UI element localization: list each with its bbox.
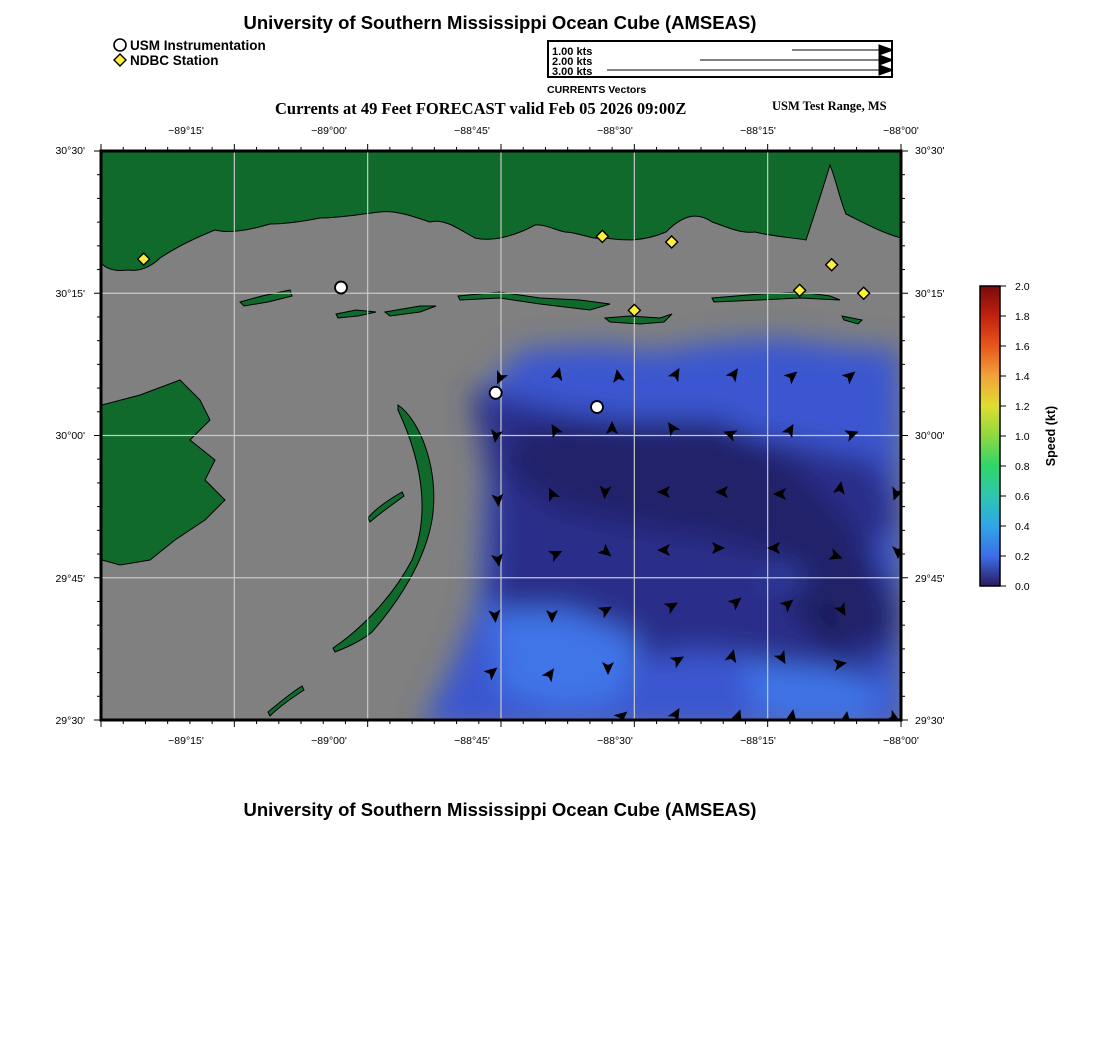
usm-instrument-marker — [335, 282, 347, 294]
colorbar-tick-label: 0.8 — [1015, 461, 1030, 473]
legend-usm-label: USM Instrumentation — [130, 38, 266, 53]
lat-label-left-2: 30°15' — [55, 288, 85, 300]
colorbar-tick-label: 0.6 — [1015, 491, 1030, 503]
lon-label-bottom-2: −89°00' — [311, 735, 347, 747]
lon-label-top-4: −88°30' — [597, 125, 633, 137]
lon-label-top-1: −89°15' — [168, 125, 204, 137]
lon-label-top-5: −88°15' — [740, 125, 776, 137]
map-plot-area — [101, 151, 905, 730]
lat-label-right-5: 29°30' — [915, 715, 945, 727]
speed-colorbar — [980, 281, 1058, 593]
usm-instrument-marker — [490, 387, 502, 399]
colorbar-tick-label: 2.0 — [1015, 281, 1030, 293]
colorbar-ticks — [1000, 286, 1006, 586]
colorbar-tick-label: 1.8 — [1015, 311, 1030, 323]
colorbar-gradient — [980, 286, 1000, 586]
vector-key-label-1: 1.00 kts — [552, 46, 593, 58]
lon-label-bottom-1: −89°15' — [168, 735, 204, 747]
figure-title-bottom: University of Southern Mississippi Ocean Cube (AMSEAS) — [243, 799, 757, 820]
lat-label-left-1: 30°30' — [55, 145, 85, 157]
lon-label-top-3: −88°45' — [454, 125, 490, 137]
lat-label-right-3: 30°00' — [915, 430, 945, 442]
lat-label-left-4: 29°45' — [55, 573, 85, 585]
colorbar-label: Speed (kt) — [1044, 405, 1058, 467]
lon-label-bottom-5: −88°15' — [740, 735, 776, 747]
range-label: USM Test Range, MS — [772, 99, 887, 113]
colorbar-tick-label: 1.4 — [1015, 371, 1030, 383]
vector-key-caption: CURRENTS Vectors — [547, 84, 647, 96]
lat-label-right-1: 30°30' — [915, 145, 945, 157]
colorbar-tick-label: 0.0 — [1015, 581, 1030, 593]
figure-title: University of Southern Mississippi Ocean Cube (AMSEAS) — [243, 12, 757, 33]
lon-label-bottom-6: −88°00' — [883, 735, 919, 747]
lon-label-bottom-3: −88°45' — [454, 735, 490, 747]
colorbar-tick-label: 1.2 — [1015, 401, 1030, 413]
lat-label-left-5: 29°30' — [55, 715, 85, 727]
lon-label-top-2: −89°00' — [311, 125, 347, 137]
usm-instrument-marker — [591, 401, 603, 413]
colorbar-tick-label: 1.6 — [1015, 341, 1030, 353]
vector-key-label-2: 2.00 kts — [552, 56, 593, 68]
lon-label-top-6: −88°00' — [883, 125, 919, 137]
colorbar-tick-labels — [1015, 281, 1030, 593]
colorbar-tick-label: 1.0 — [1015, 431, 1030, 443]
vector-key-label-3: 3.00 kts — [552, 66, 593, 78]
legend-ndbc-label: NDBC Station — [130, 53, 219, 68]
lon-label-bottom-4: −88°30' — [597, 735, 633, 747]
map-subtitle: Currents at 49 Feet FORECAST valid Feb 05 2026 09:00Z — [275, 99, 687, 118]
lat-label-right-4: 29°45' — [915, 573, 945, 585]
colorbar-tick-label: 0.4 — [1015, 521, 1030, 533]
lat-label-left-3: 30°00' — [55, 430, 85, 442]
colorbar-tick-label: 0.2 — [1015, 551, 1030, 563]
lat-label-right-2: 30°15' — [915, 288, 945, 300]
